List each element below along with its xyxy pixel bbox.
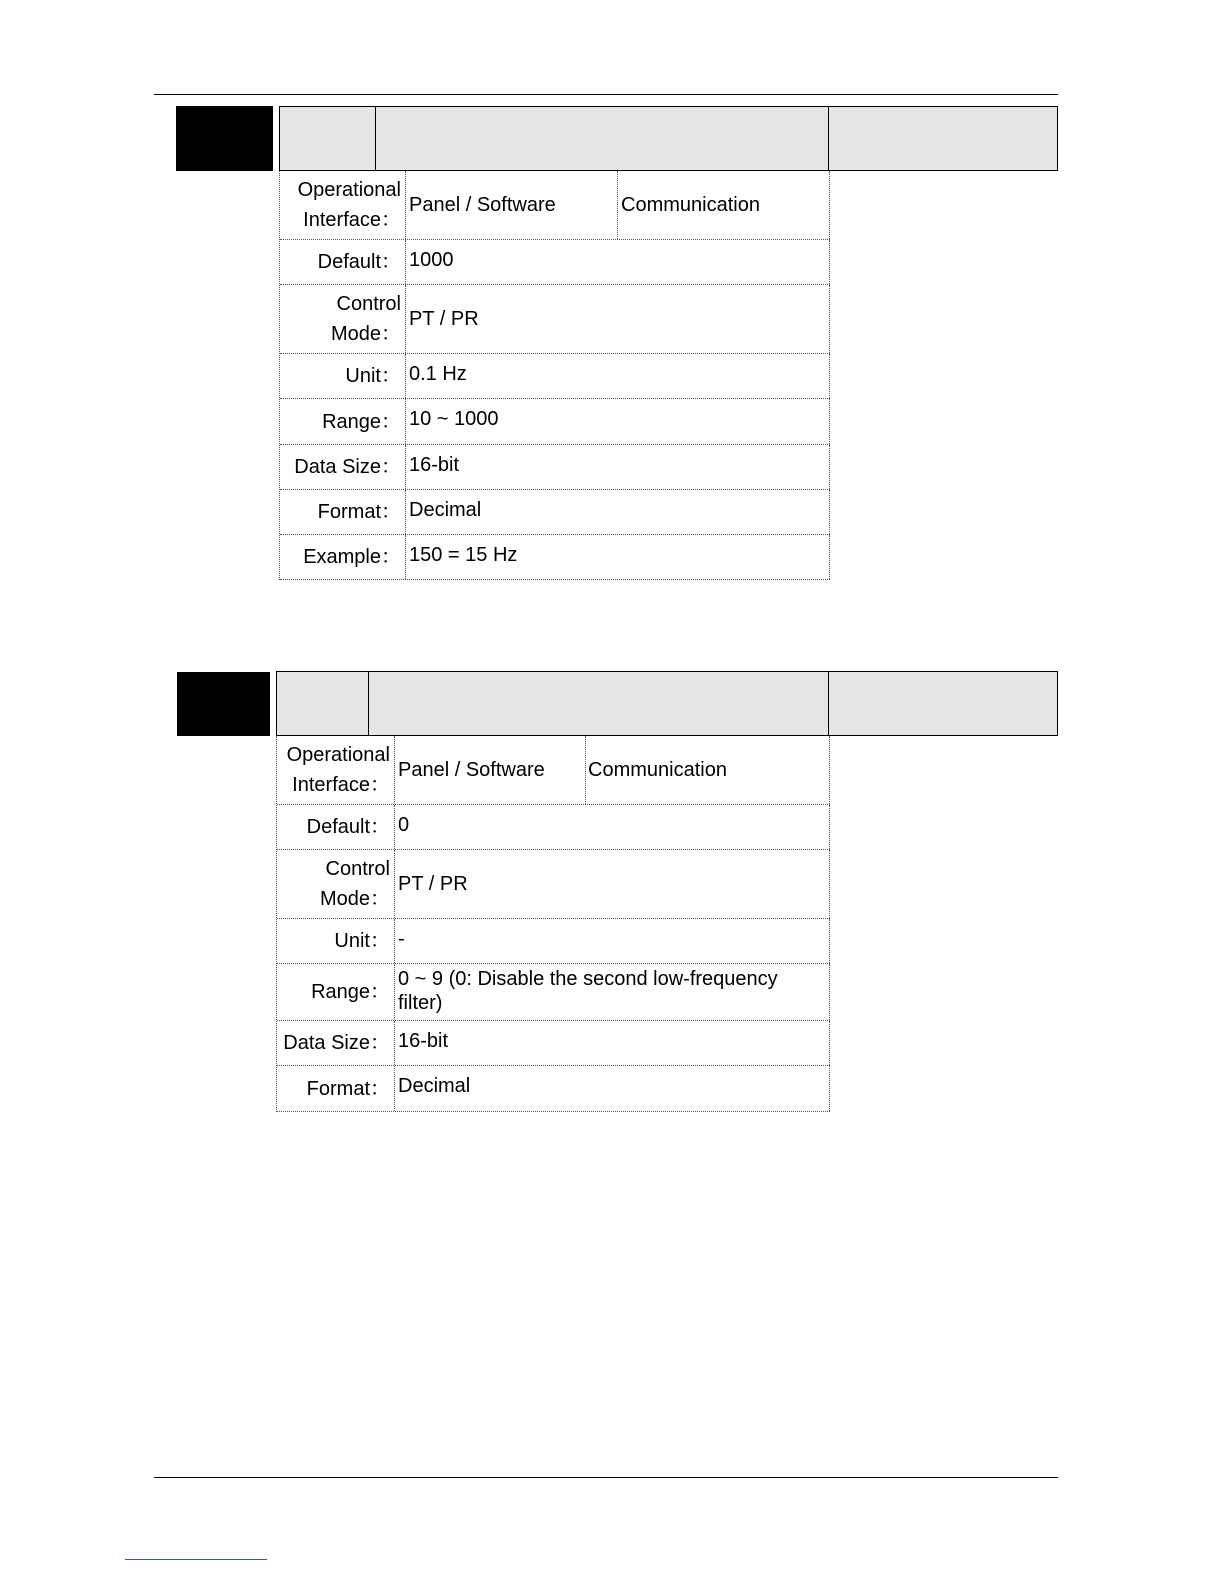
value-control-mode: PT / PR bbox=[406, 285, 830, 353]
row-range bbox=[277, 964, 830, 1021]
row-default bbox=[280, 240, 830, 285]
label-control-mode: Control Mode： bbox=[280, 285, 406, 353]
label-format: Format： bbox=[277, 1066, 395, 1111]
parameter-table bbox=[279, 171, 830, 580]
value-default: 1000 bbox=[406, 240, 830, 284]
value-communication: Communication bbox=[585, 736, 830, 804]
row-range bbox=[280, 399, 830, 445]
row-format bbox=[280, 490, 830, 535]
parameter-header-code-cell bbox=[276, 671, 369, 736]
row-operational-interface bbox=[280, 171, 830, 240]
parameter-table bbox=[276, 736, 830, 1112]
value-format: Decimal bbox=[395, 1066, 830, 1111]
value-unit: 0.1 Hz bbox=[406, 354, 830, 398]
header-rule bbox=[154, 94, 1058, 95]
row-control-mode bbox=[277, 850, 830, 919]
label-operational-interface: Operational Interface： bbox=[277, 736, 395, 804]
parameter-code-box bbox=[176, 106, 273, 171]
row-format bbox=[277, 1066, 830, 1112]
label-example: Example： bbox=[280, 535, 406, 579]
value-panel-software: Panel / Software bbox=[406, 171, 618, 239]
row-unit bbox=[277, 919, 830, 964]
row-control-mode bbox=[280, 285, 830, 354]
row-data-size bbox=[277, 1021, 830, 1066]
value-control-mode: PT / PR bbox=[395, 850, 830, 918]
label-default: Default： bbox=[277, 805, 395, 849]
label-operational-interface: Operational Interface： bbox=[280, 171, 406, 239]
label-data-size: Data Size： bbox=[277, 1021, 395, 1065]
label-range: Range： bbox=[277, 964, 395, 1020]
value-unit: - bbox=[395, 919, 830, 963]
label-unit: Unit： bbox=[277, 919, 395, 963]
label-default: Default： bbox=[280, 240, 406, 284]
label-format: Format： bbox=[280, 490, 406, 534]
parameter-header-name-cell bbox=[375, 106, 829, 171]
footer-rule bbox=[154, 1477, 1058, 1478]
value-format: Decimal bbox=[406, 490, 830, 534]
value-range: 0 ~ 9 (0: Disable the second low-frequency filter) bbox=[395, 964, 830, 1020]
label-range: Range： bbox=[280, 399, 406, 444]
row-operational-interface bbox=[277, 736, 830, 805]
parameter-header-address-cell bbox=[828, 671, 1058, 736]
row-example bbox=[280, 535, 830, 580]
value-panel-software: Panel / Software bbox=[395, 736, 586, 804]
parameter-header-name-cell bbox=[368, 671, 829, 736]
label-unit: Unit： bbox=[280, 354, 406, 398]
row-unit bbox=[280, 354, 830, 399]
value-example: 150 = 15 Hz bbox=[406, 535, 830, 579]
parameter-header-address-cell bbox=[828, 106, 1058, 171]
parameter-header-code-cell bbox=[279, 106, 376, 171]
label-data-size: Data Size： bbox=[280, 445, 406, 489]
footer-link-underline[interactable] bbox=[125, 1559, 267, 1560]
row-default bbox=[277, 805, 830, 850]
value-range: 10 ~ 1000 bbox=[406, 399, 830, 444]
value-default: 0 bbox=[395, 805, 830, 849]
label-control-mode: Control Mode： bbox=[277, 850, 395, 918]
parameter-code-box bbox=[177, 672, 270, 736]
row-data-size bbox=[280, 445, 830, 490]
value-data-size: 16-bit bbox=[395, 1021, 830, 1065]
value-communication: Communication bbox=[618, 171, 830, 239]
value-data-size: 16-bit bbox=[406, 445, 830, 489]
